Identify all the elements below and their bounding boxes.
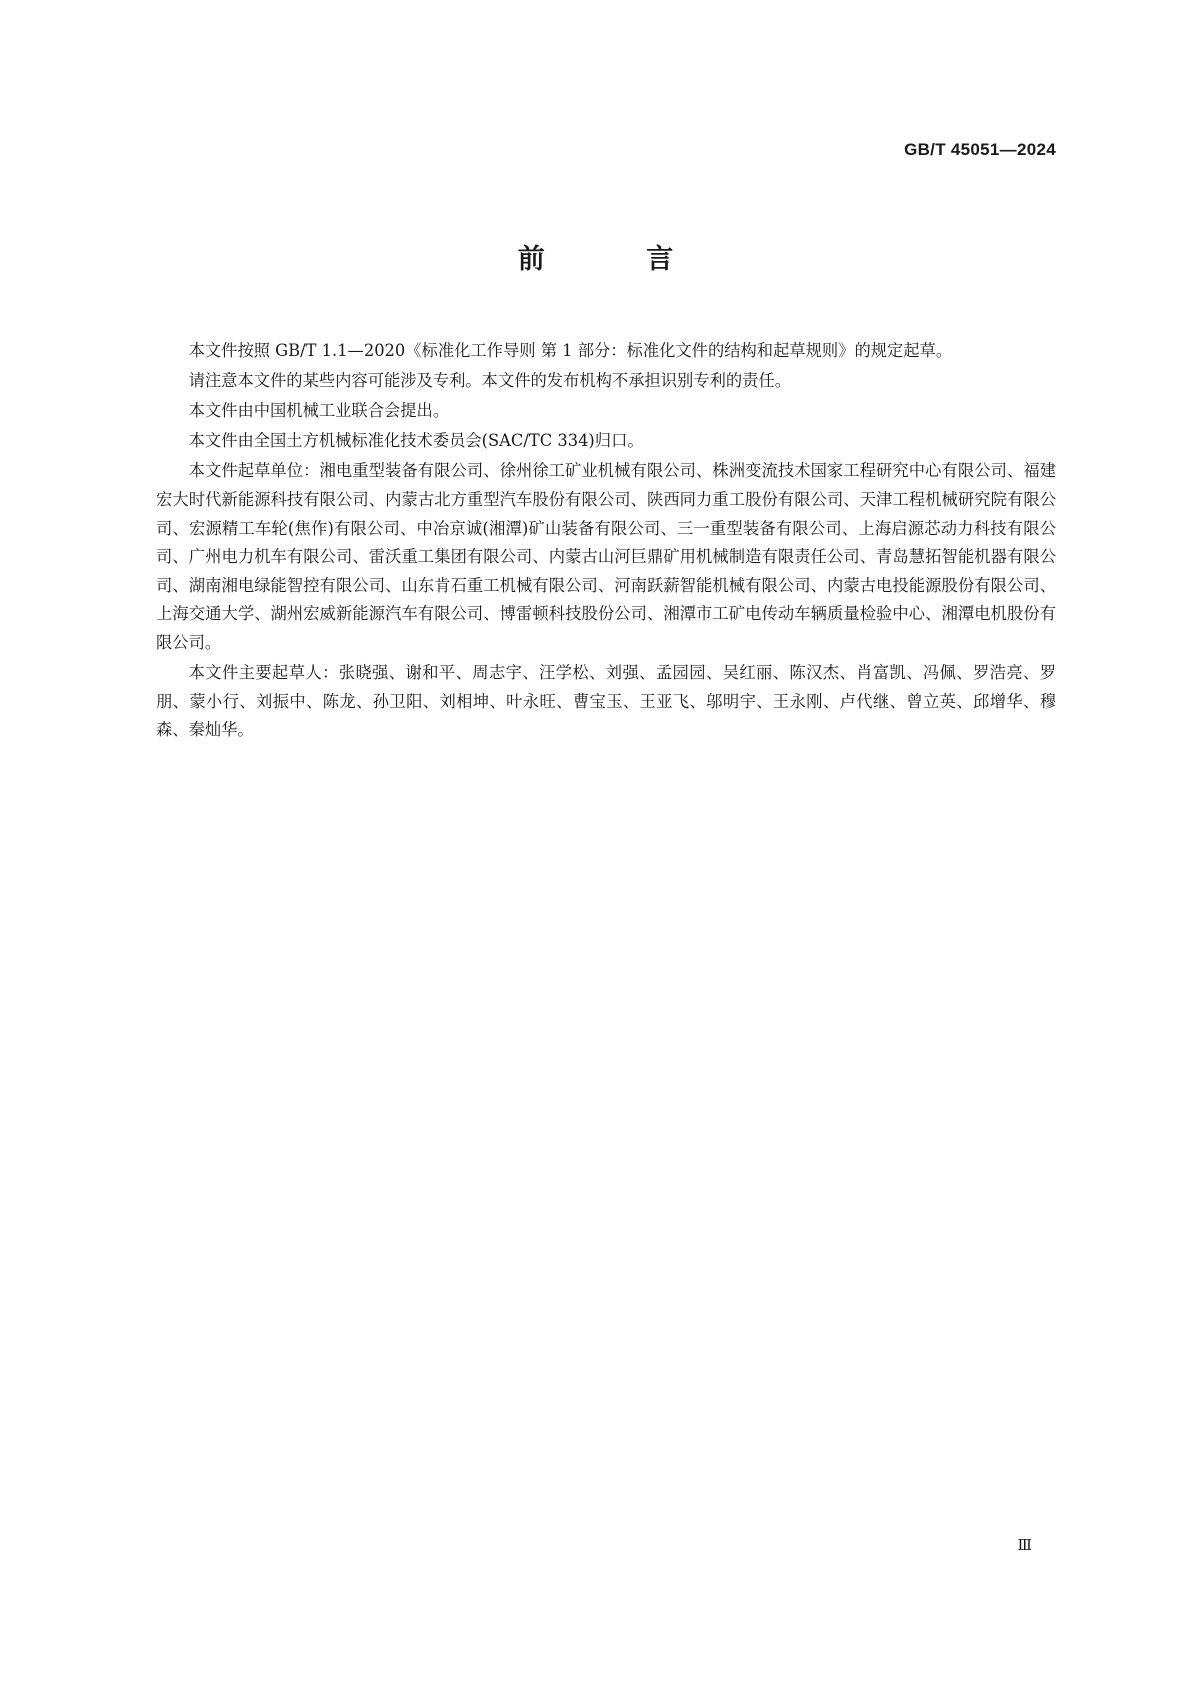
foreword-body [156, 337, 1056, 746]
paragraph-committee: 本文件由全国土方机械标准化技术委员会(SAC/TC 334)归口。 [188, 431, 644, 451]
standard-code: GB/T 45051—2024 [904, 140, 1056, 159]
paragraph-drafting-rules: 本文件按照 GB/T 1.1—2020《标准化工作导则 第 1 部分：标准化文件的结构和起草规则》的规定起草。 [188, 341, 953, 360]
page-title: 前 言 [517, 244, 720, 275]
page-number: Ⅲ [1017, 1536, 1032, 1554]
paragraph-drafting-organizations: 本文件起草单位：湘电重型装备有限公司、徐州徐工矿业机械有限公司、株洲变流技术国家工程研究中心有限公司、福建宏大时代新能源科技有限公司、内蒙古北方重型汽车股份有限公司、陕西同力重工股份有限公司、天津工程机械研究院有限公司、宏源精工车轮(焦作)有限公司、中冶京诚(湘潭)矿山装备有限公司、三一重型装备有限公司、上海启源芯动力科技有限公司、广州电力机车有限公司、雷沃重工集团有限公司、内蒙古山河巨鼎矿用机械制造有限责任公司、青岛慧拓智能机器有限公司、湖南湘电绿能智控有限公司、山东肯石重工机械有限公司、河南跃薪智能机械有限公司、内蒙古电投能源股份有限公司、上海交通大学、湖州宏威新能源汽车有限公司、博雷顿科技股份公司、湘潭市工矿电传动车辆质量检验中心、湘潭电机股份有限公司。 [156, 461, 1056, 652]
paragraph-patent-notice: 请注意本文件的某些内容可能涉及专利。本文件的发布机构不承担识别专利的责任。 [188, 371, 792, 391]
paragraph-drafters: 本文件主要起草人：张晓强、谢和平、周志宇、汪学松、刘强、孟园园、吴红丽、陈汉杰、肖富凯、冯佩、罗浩亮、罗朋、蒙小行、刘振中、陈龙、孙卫阳、刘相坤、叶永旺、曹宝玉、王亚飞、邬明宇、王永刚、卢代继、曾立英、邱增华、穆森、秦灿华。 [156, 663, 1056, 740]
paragraph-proposer: 本文件由中国机械工业联合会提出。 [188, 401, 450, 421]
